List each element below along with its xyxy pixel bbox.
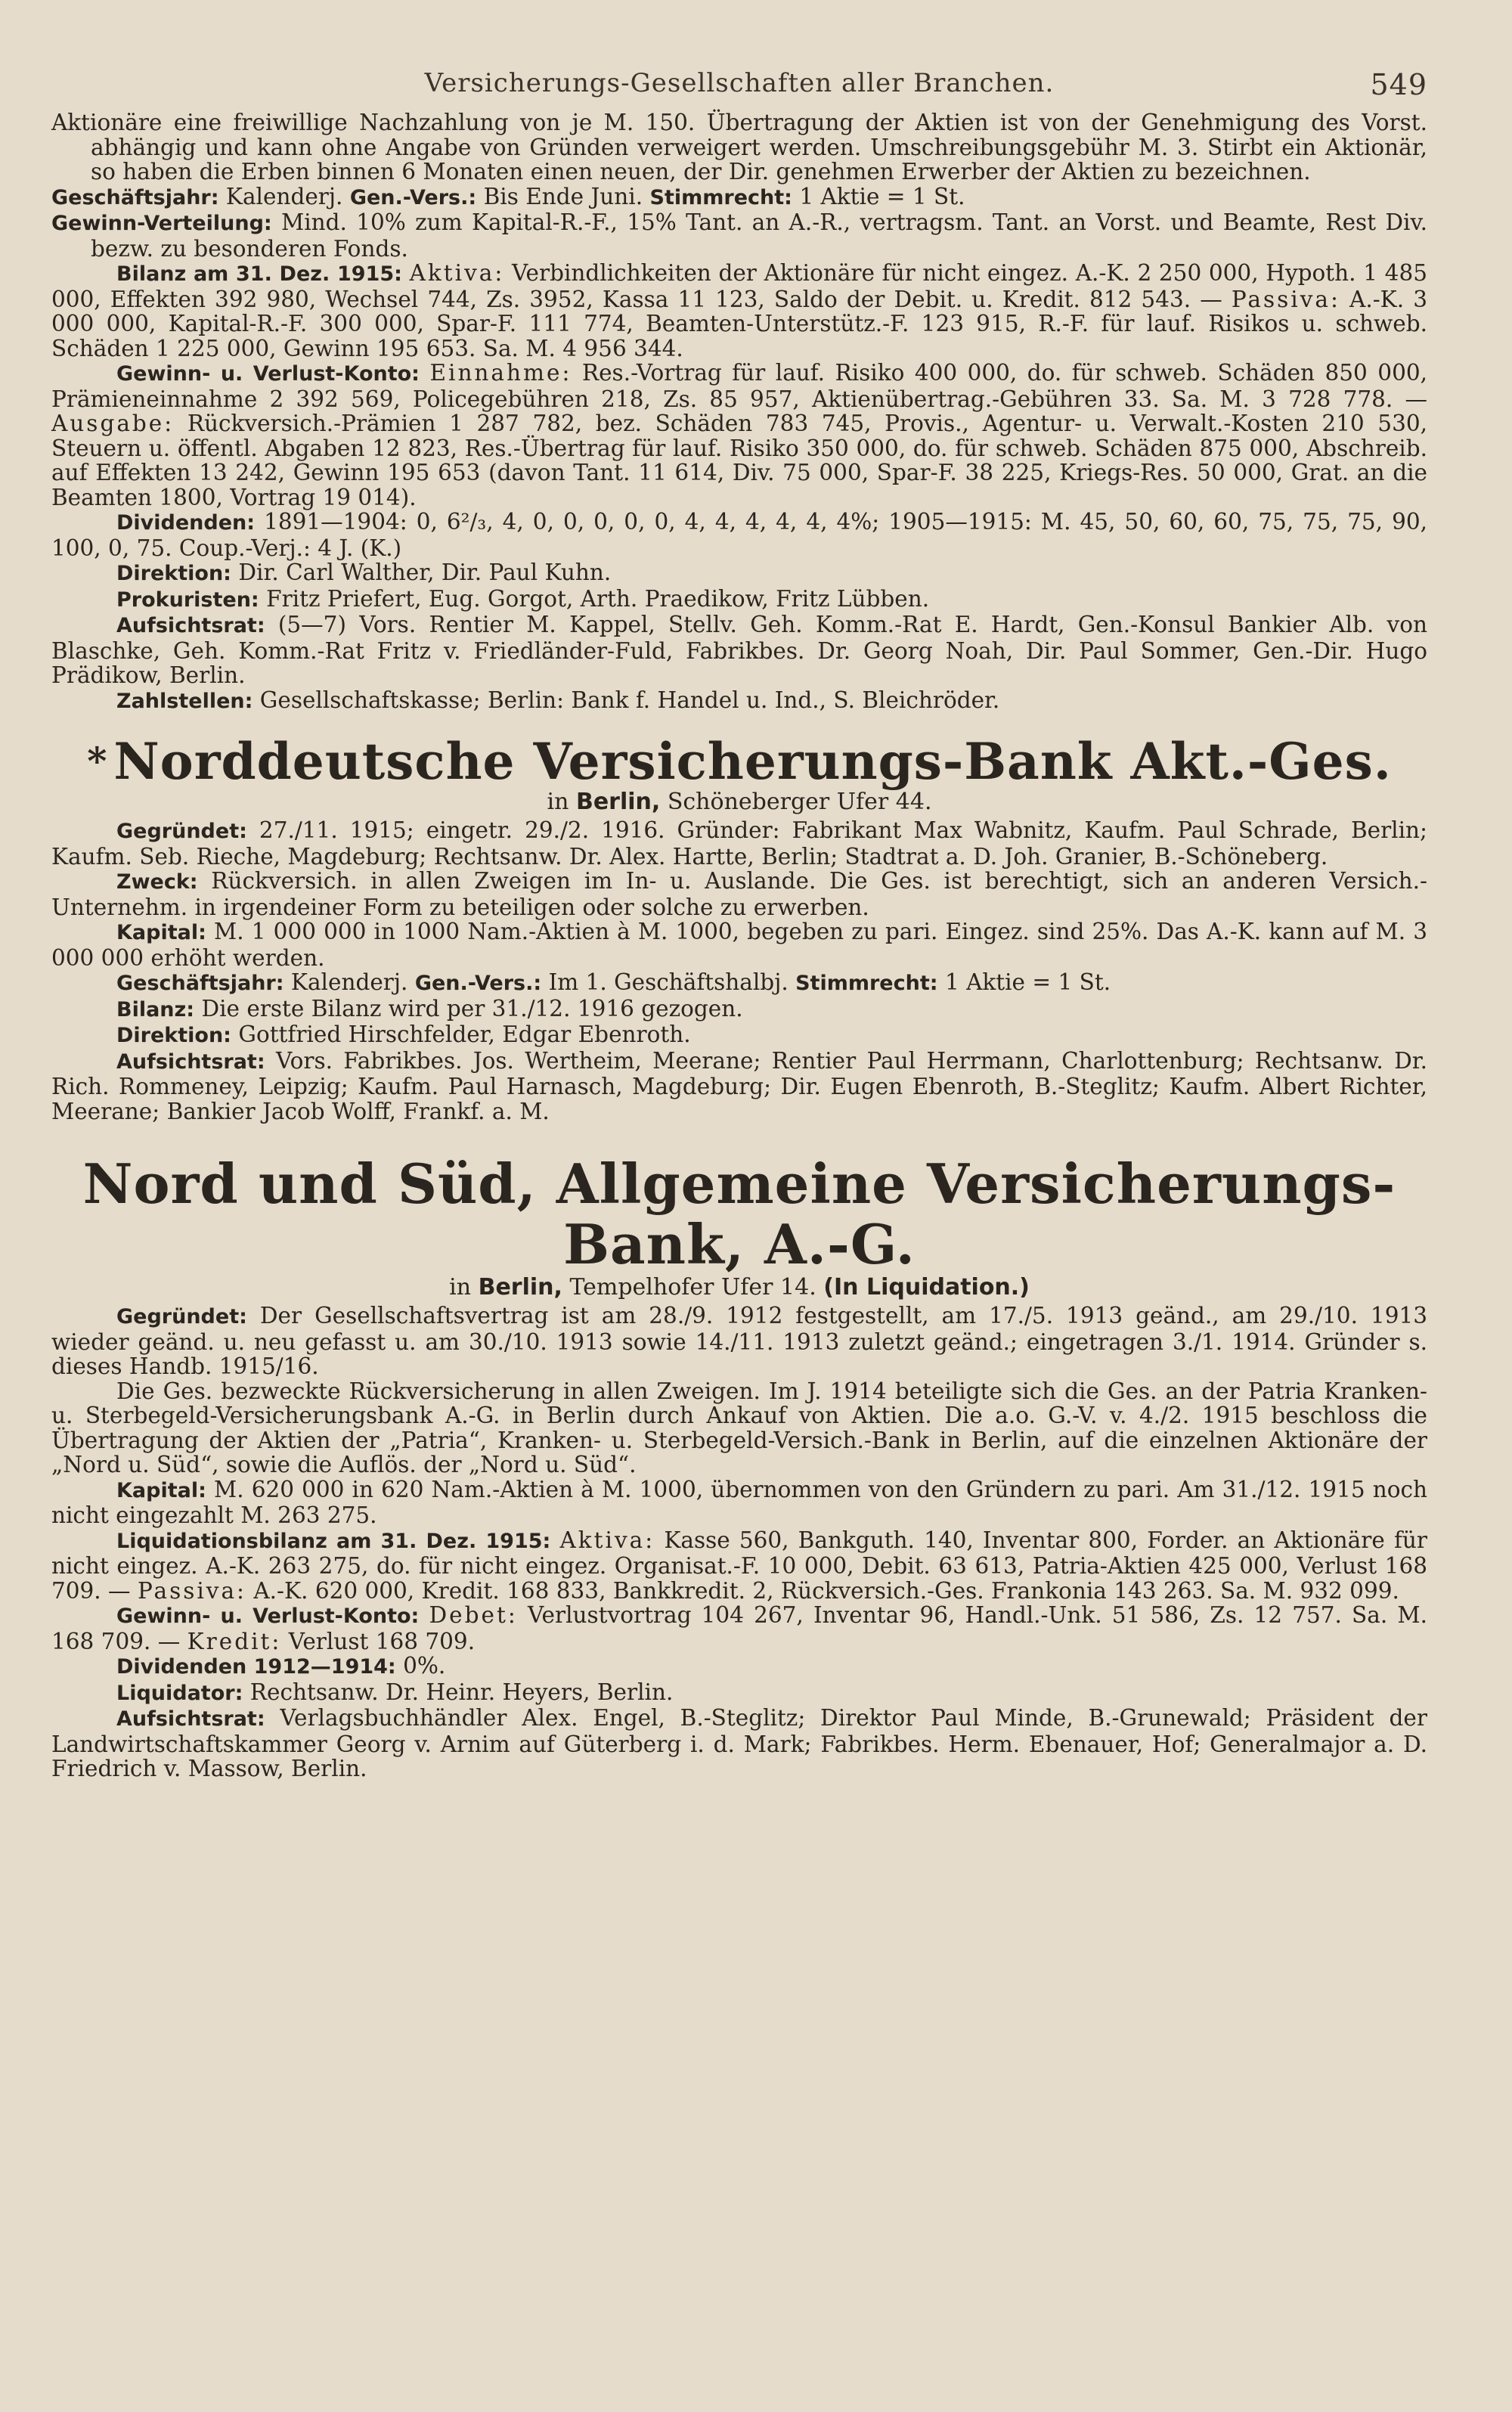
paragraph-capital: Kapital: M. 620 000 in 620 Nam.-Aktien à M. 1000, übernommen von den Gründern zu pari. Am 31./12. 1915 noch nicht eingezahlt M. 263 275. [51,1476,1427,1528]
paragraph-fiscal-year: Geschäftsjahr: Kalenderj. Gen.-Vers.: Im 1. Geschäftshalbj. Stimmrecht: 1 Aktie = 1 St. [116,969,1111,995]
paragraph-liquidation-balance: Liquidationsbilanz am 31. Dez. 1915: Aktiva: Kasse 560, Bankguth. 140, Inventar 800, Forder. an Aktionäre für nicht eingez. A.-K. 263 275, do. für nicht eingez. Organisat.-F. 10 000, Debit. 63 613, Patria-Aktien 425 000, Verlust 168 709. — Passiva: A.-K. 620 000, Kredit. 168 833, Bankkredit. 2, Rückversich.-Ges. Frankonia 143 263. Sa. M. 932 099. [51,1527,1427,1604]
paragraph-directors: Direktion: Gottfried Hirschfelder, Edgar Ebenroth. [116,1022,691,1047]
paragraph-procurators: Prokuristen: Fritz Priefert, Eug. Gorgot, Arth. Praedikow, Fritz Lübben. [116,585,930,612]
running-head [51,68,1427,110]
paragraph-founded: Gegründet: Der Gesellschaftsvertrag ist am 28./9. 1912 festgestellt, am 17./5. 1913 geänd., am 29./10. 1913 wieder geänd. u. neu gefasst u. am 30./10. 1913 sowie 14./11. 1913 zuletzt geänd.; eingetragen 3./1. 1914. Gründer s. dieses Handb. 1915/16. [51,1303,1427,1379]
paragraph-supervisory-board: Aufsichtsrat: Verlagsbuchhändler Alex. Engel, B.-Steglitz; Direktor Paul Minde, B.-Grunewald; Präsident der Landwirtschaftskammer Georg v. Arnim auf Güterberg i. d. Mark; Fabrikbes. Herm. Ebenauer, Hof; Generalmajor a. D. Friedrich v. Massow, Berlin. [51,1705,1427,1781]
paragraph-supervisory-board: Aufsichtsrat: (5—7) Vors. Rentier M. Kappel, Stellv. Geh. Komm.-Rat E. Hardt, Gen.-Konsul Bankier Alb. von Blaschke, Geh. Komm.-Rat Fritz v. Friedländer-Fuld, Fabrikbes. Dr. Georg Noah, Dir. Paul Sommer, Gen.-Dir. Hugo Prädikow, Berlin. [51,612,1427,688]
paragraph-profit-loss: Gewinn- u. Verlust-Konto: Einnahme: Res.-Vortrag für lauf. Risiko 400 000, do. für schweb. Schäden 850 000, Prämieneinnahme 2 392 569, Policegebühren 218, Zs. 85 957, Aktienübertrag.-Gebühren 33. Sa. M. 3 728 778. — Ausgabe: Rückversich.-Prämien 1 287 782, bez. Schäden 783 745, Provis., Agentur- u. Verwalt.-Kosten 210 530, Steuern u. öffentl. Abgaben 12 823, Res.-Übertrag für lauf. Risiko 350 000, do. für schweb. Schäden 875 000, Abschreib. auf Effekten 13 242, Gewinn 195 653 (davon Tant. 11 614, Div. 75 000, Spar-F. 38 225, Kriegs-Res. 50 000, Grat. an die Beamten 1800, Vortrag 19 014). [51,360,1427,510]
paragraph-balance: Bilanz am 31. Dez. 1915: Aktiva: Verbindlichkeiten der Aktionäre für nicht eingez. A.-K. 2 250 000, Hypoth. 1 485 000, Effekten 392 980, Wechsel 744, Zs. 3952, Kassa 11 123, Saldo der Debit. u. Kredit. 812 543. — Passiva: A.-K. 3 000 000, Kapital-R.-F. 300 000, Spar-F. 111 774, Beamten-Unterstütz.-F. 123 915, R.-F. für lauf. Risikos u. schweb. Schäden 1 225 000, Gewinn 195 653. Sa. M. 4 956 344. [51,260,1427,361]
company-heading-nord-und-sued: Nord und Süd, Allgemeine Versicherungs-Bank, A.-G. [82,1152,1396,1276]
paragraph-balance: Bilanz: Die erste Bilanz wird per 31./12. 1916 gezogen. [116,995,743,1022]
paragraph-founded: Gegründet: 27./11. 1915; eingetr. 29./2. 1916. Gründer: Fabrikant Max Wabnitz, Kaufm. Paul Schrade, Berlin; Kaufm. Seb. Rieche, Magdeburg; Rechtsanw. Dr. Alex. Hartte, Berlin; Stadtrat a. D. Joh. Granier, B.-Schöneberg. [51,817,1427,870]
paragraph-dividends: Dividenden 1912—1914: 0%. [116,1653,446,1679]
paragraph-transfer: Aktionäre eine freiwillige Nachzahlung von je M. 150. Übertragung der Aktien ist von der Genehmigung des Vorst. abhängig und kann ohne Angabe von Gründen verweigert werden. Umschreibungsgebühr M. 3. Stirbt ein Aktionär, so haben die Erben binnen 6 Monaten einen neuen, der Dir. genehmen Erwerber der Aktien zu bezeichnen. [51,110,1427,184]
running-title: Versicherungs-Gesellschaften aller Branchen. [424,68,1055,98]
paragraph-fiscal-year: Geschäftsjahr: Kalenderj. Gen.-Vers.: Bis Ende Juni. Stimmrecht: 1 Aktie = 1 St. [51,183,965,209]
company-heading-norddeutsche: * Norddeutsche Versicherungs-Bank Akt.-Ges. [87,732,1392,791]
paragraph-paying-agents: Zahlstellen: Gesellschaftskasse; Berlin: Bank f. Handel u. Ind., S. Bleichröder. [116,687,1000,713]
company-location-nord-und-sued: in Berlin, Tempelhofer Ufer 14. (In Liquidation.) [449,1274,1030,1301]
paragraph-profit-distribution: Gewinn-Verteilung: Mind. 10% zum Kapital-R.-F., 15% Tant. an A.-R., vertragsm. Tant. an Vorst. und Beamte, Rest Div. bezw. zu besonderen Fonds. [51,209,1427,262]
paragraph-dividends: Dividenden: 1891—1904: 0, 6²/₃, 4, 0, 0, 0, 0, 0, 4, 4, 4, 4, 4, 4%; 1905—1915: M. 45, 50, 60, 60, 75, 75, 75, 90, 100, 0, 75. Coup.-Verj.: 4 J. (K.) [51,509,1427,561]
paragraph-profit-loss: Gewinn- u. Verlust-Konto: Debet: Verlustvortrag 104 267, Inventar 96, Handl.-Unk. 51 586, Zs. 12 757. Sa. M. 168 709. — Kredit: Verlust 168 709. [51,1602,1427,1654]
section-nord-und-sued [51,1304,1427,1781]
section-continuation [51,110,1427,714]
paragraph-purpose: Zweck: Rückversich. in allen Zweigen im In- u. Auslande. Die Ges. ist berechtigt, sich an anderen Versich.-Unternehm. in irgendeiner Form zu beteiligen oder solche zu erwerben. [51,868,1427,920]
paragraph-capital: Kapital: M. 1 000 000 in 1000 Nam.-Aktien à M. 1000, begeben zu pari. Eingez. sind 25%. Das A.-K. kann auf M. 3 000 000 erhöht werden. [51,919,1427,971]
paragraph-liquidator: Liquidator: Rechtsanw. Dr. Heinr. Heyers, Berlin. [116,1679,674,1705]
company-location-norddeutsche: in Berlin, Schöneberger Ufer 44. [547,789,932,815]
page-number: 549 [1370,68,1427,101]
paragraph-supervisory-board: Aufsichtsrat: Vors. Fabrikbes. Jos. Wertheim, Meerane; Rentier Paul Herrmann, Charlottenburg; Rechtsanw. Dr. Rich. Rommeney, Leipzig; Kaufm. Paul Harnasch, Magdeburg; Dir. Eugen Ebenroth, B.-Steglitz; Kaufm. Albert Richter, Meerane; Bankier Jacob Wolff, Frankf. a. M. [51,1047,1427,1124]
paragraph-directors: Direktion: Dir. Carl Walther, Dir. Paul Kuhn. [116,560,612,585]
section-norddeutsche [51,818,1427,1124]
paragraph-history: Die Ges. bezweckte Rückversicherung in allen Zweigen. Im J. 1914 beteiligte sich die Ges. an der Patria Kranken- u. Sterbegeld-Versicherungsbank A.-G. in Berlin durch Ankauf von Aktien. Die a.o. G.-V. v. 4./2. 1915 beschloss die Übertragung der Aktien der „Patria“, Kranken- u. Sterbegeld-Versich.-Bank in Berlin, auf die einzelnen Aktionäre der „Nord u. Süd“, sowie die Auflös. der „Nord u. Süd“. [51,1378,1427,1477]
